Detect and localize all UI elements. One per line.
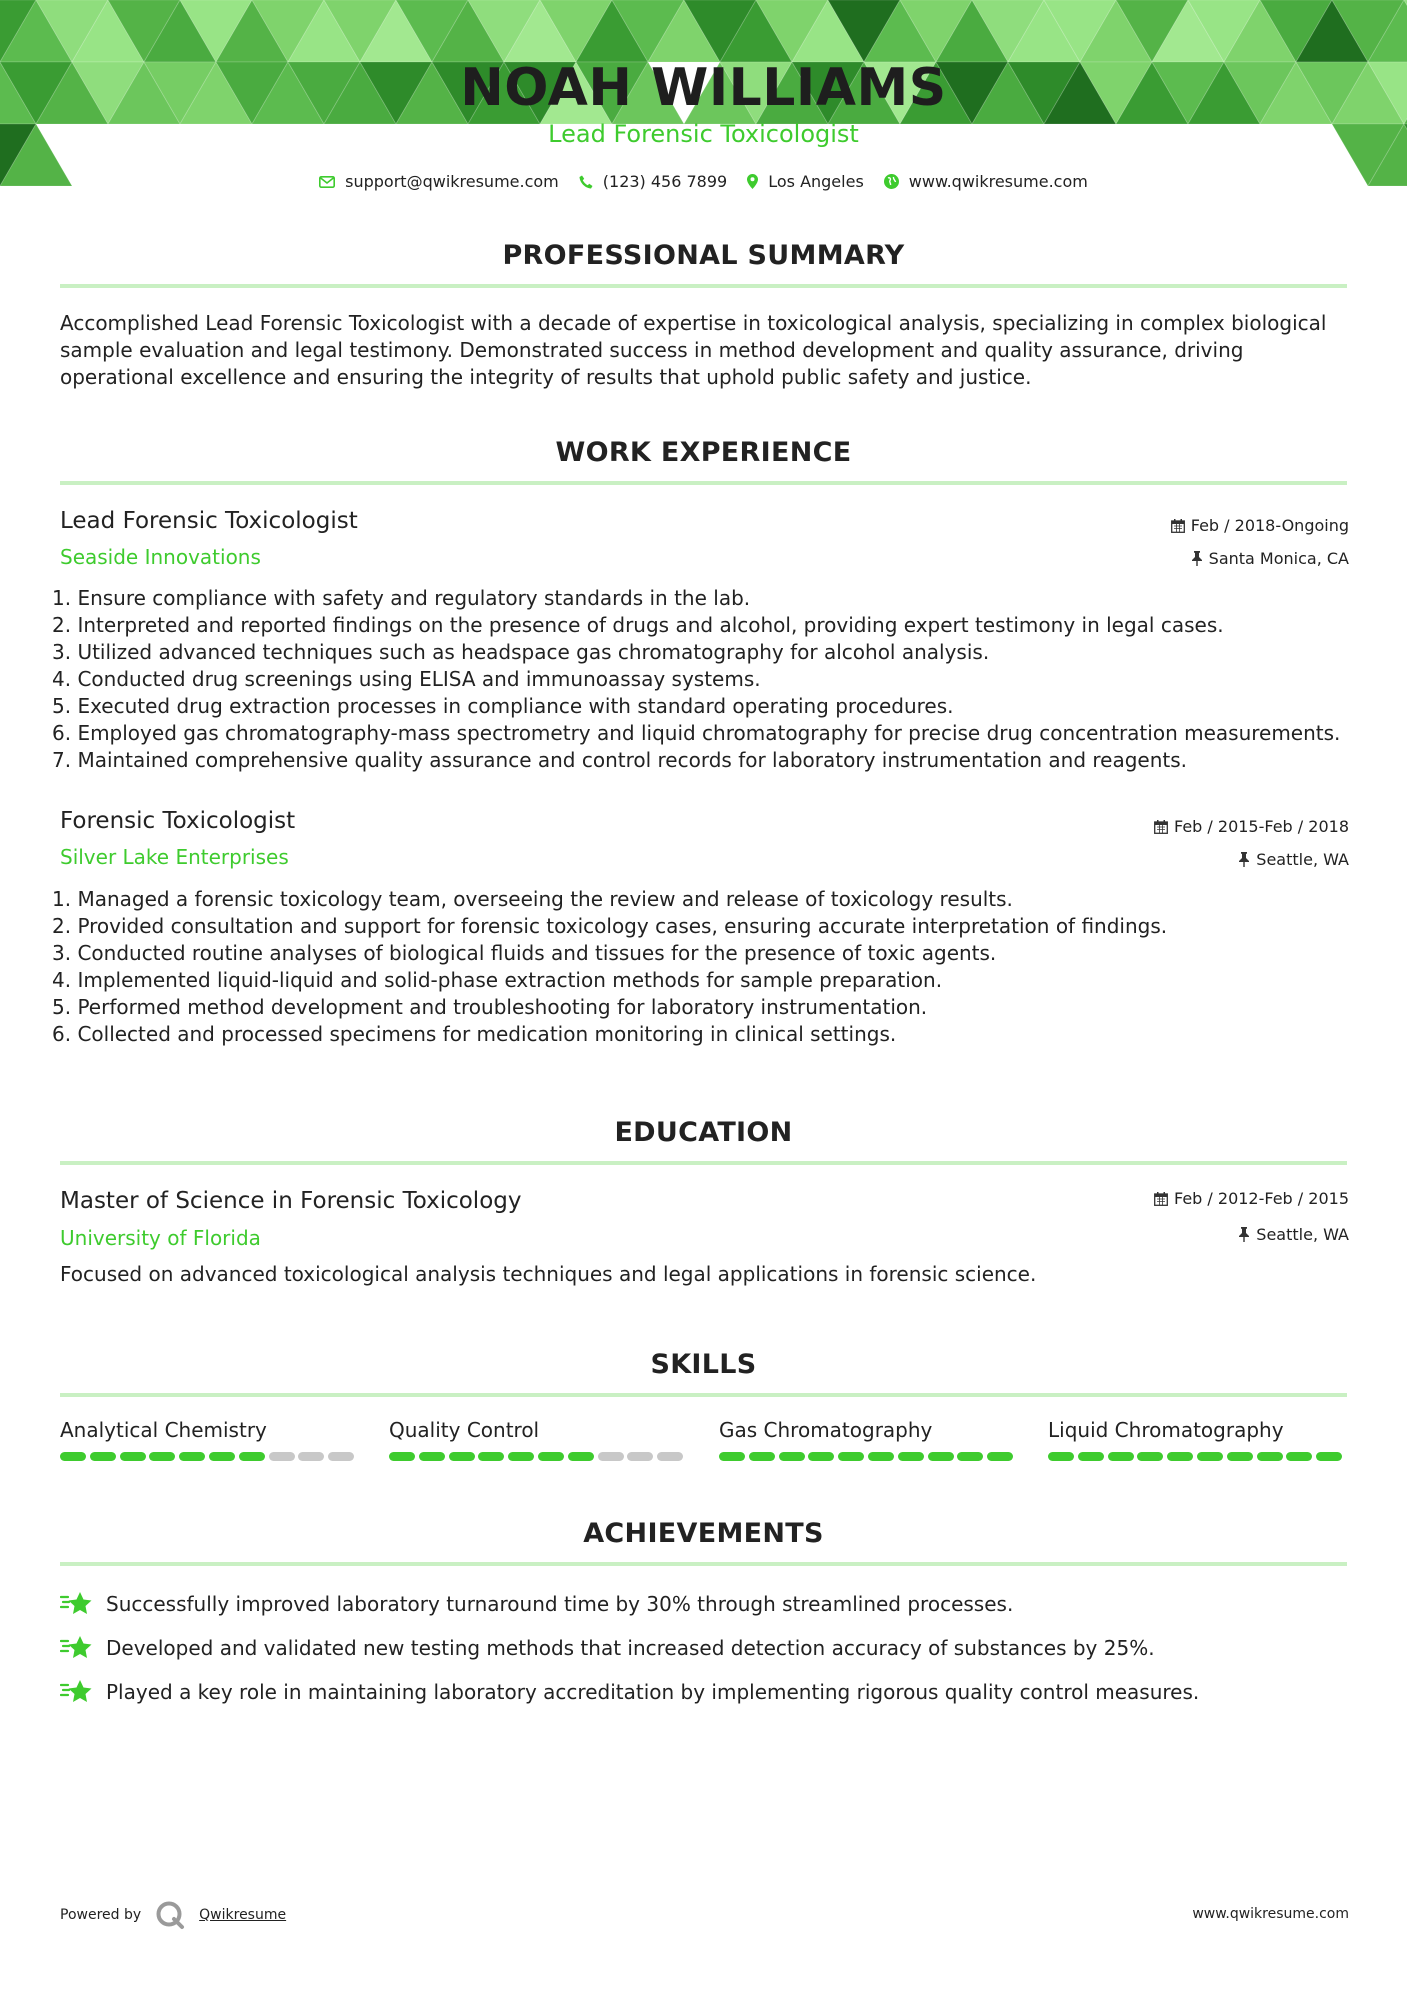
job-title: Forensic Toxicologist bbox=[60, 808, 296, 834]
contact-website[interactable] bbox=[884, 172, 1088, 191]
skill-segment-filled bbox=[120, 1452, 146, 1461]
education-dates bbox=[1154, 1189, 1349, 1208]
skill-segment-filled bbox=[838, 1452, 864, 1461]
contact-bar bbox=[0, 172, 1407, 191]
skill-segment-filled bbox=[957, 1452, 983, 1461]
list-item: 4. Conducted drug screenings using ELISA and immunoassay systems. bbox=[52, 667, 761, 691]
skill-segment-filled bbox=[868, 1452, 894, 1461]
star-icon bbox=[60, 1678, 94, 1706]
calendar-icon bbox=[1171, 519, 1185, 533]
list-item: 5. Executed drug extraction processes in compliance with standard operating procedures. bbox=[52, 694, 954, 718]
skill-name: Quality Control bbox=[389, 1418, 540, 1442]
skill-segment-filled bbox=[239, 1452, 265, 1461]
pushpin-icon bbox=[1238, 1227, 1250, 1242]
achievement-item bbox=[60, 1678, 1199, 1706]
list-item: 2. Provided consultation and support for forensic toxicology cases, ensuring accurate interpretation of findings. bbox=[52, 914, 1168, 938]
achievement-item bbox=[60, 1590, 1013, 1618]
skill-segment-filled bbox=[1227, 1452, 1253, 1461]
education-description: Focused on advanced toxicological analysis techniques and legal applications in forensic science. bbox=[60, 1262, 1037, 1286]
skill-segment-filled bbox=[389, 1452, 415, 1461]
contact-phone[interactable] bbox=[579, 172, 727, 191]
skill-item bbox=[60, 1418, 360, 1461]
list-item: 7. Maintained comprehensive quality assurance and control records for laboratory instrumentation and reagents. bbox=[52, 748, 1188, 772]
skill-segment-filled bbox=[1286, 1452, 1312, 1461]
skill-item bbox=[1048, 1418, 1348, 1461]
skill-segment-filled bbox=[419, 1452, 445, 1461]
job-title: Lead Forensic Toxicologist bbox=[60, 508, 358, 534]
skill-segment-filled bbox=[90, 1452, 116, 1461]
list-item: 3. Conducted routine analyses of biological fluids and tissues for the presence of toxic agents. bbox=[52, 941, 997, 965]
contact-location-text: Los Angeles bbox=[768, 172, 864, 191]
job-bullets bbox=[52, 886, 1352, 1048]
envelope-icon bbox=[319, 176, 335, 188]
contact-location bbox=[747, 172, 864, 191]
skill-segment-filled bbox=[449, 1452, 475, 1461]
star-icon bbox=[60, 1634, 94, 1662]
degree-title: Master of Science in Forensic Toxicology bbox=[60, 1188, 522, 1214]
skill-segment-empty bbox=[657, 1452, 683, 1461]
candidate-role: Lead Forensic Toxicologist bbox=[548, 120, 859, 148]
star-icon bbox=[60, 1590, 94, 1618]
skill-name: Analytical Chemistry bbox=[60, 1418, 267, 1442]
skill-segment-filled bbox=[928, 1452, 954, 1461]
skill-segment-filled bbox=[568, 1452, 594, 1461]
candidate-name: NOAH WILLIAMS bbox=[460, 58, 947, 118]
globe-icon bbox=[884, 174, 899, 189]
job-company: Seaside Innovations bbox=[60, 545, 261, 569]
skill-segment-filled bbox=[1048, 1452, 1074, 1461]
skills-divider bbox=[60, 1393, 1347, 1397]
school-name: University of Florida bbox=[60, 1226, 261, 1250]
skill-segment-filled bbox=[749, 1452, 775, 1461]
education-dates-text: Feb / 2012-Feb / 2015 bbox=[1174, 1189, 1349, 1208]
skill-segment-empty bbox=[627, 1452, 653, 1461]
contact-website-text: www.qwikresume.com bbox=[908, 172, 1088, 191]
pushpin-icon bbox=[1191, 551, 1203, 566]
skill-segment-filled bbox=[1167, 1452, 1193, 1461]
skill-segment-filled bbox=[60, 1452, 86, 1461]
skill-segment-filled bbox=[1316, 1452, 1342, 1461]
skill-segment-empty bbox=[269, 1452, 295, 1461]
achievement-text: Played a key role in maintaining laboratory accreditation by implementing rigorous quality control measures. bbox=[106, 1680, 1200, 1704]
skill-segment-filled bbox=[538, 1452, 564, 1461]
contact-phone-text: (123) 456 7899 bbox=[602, 172, 728, 191]
skill-segment-filled bbox=[719, 1452, 745, 1461]
skill-name: Liquid Chromatography bbox=[1048, 1418, 1284, 1442]
skill-item bbox=[719, 1418, 1019, 1461]
skill-segment-filled bbox=[209, 1452, 235, 1461]
skill-level-bar bbox=[719, 1452, 1019, 1461]
achievement-text: Developed and validated new testing methods that increased detection accuracy of substances by 25%. bbox=[106, 1636, 1155, 1660]
qwikresume-link[interactable]: Qwikresume bbox=[199, 1907, 287, 1923]
summary-heading: PROFESSIONAL SUMMARY bbox=[502, 240, 905, 271]
job-dates-text: Feb / 2015-Feb / 2018 bbox=[1174, 817, 1349, 836]
job-location-text: Santa Monica, CA bbox=[1208, 549, 1349, 568]
list-item: 1. Managed a forensic toxicology team, overseeing the review and release of toxicology results. bbox=[52, 887, 1013, 911]
education-location bbox=[1238, 1225, 1349, 1244]
calendar-icon bbox=[1154, 820, 1168, 834]
list-item: 1. Ensure compliance with safety and regulatory standards in the lab. bbox=[52, 586, 751, 610]
skill-level-bar bbox=[1048, 1452, 1348, 1461]
experience-divider bbox=[60, 481, 1347, 485]
list-item: 6. Collected and processed specimens for medication monitoring in clinical settings. bbox=[52, 1022, 897, 1046]
skill-segment-filled bbox=[1197, 1452, 1223, 1461]
qwikresume-logo-icon bbox=[155, 1900, 185, 1930]
calendar-icon bbox=[1154, 1192, 1168, 1206]
education-location-text: Seattle, WA bbox=[1256, 1225, 1349, 1244]
list-item: 6. Employed gas chromatography-mass spectrometry and liquid chromatography for precise drug concentration measurements. bbox=[52, 721, 1341, 745]
summary-divider bbox=[60, 284, 1347, 288]
job-company: Silver Lake Enterprises bbox=[60, 845, 289, 869]
summary-text: Accomplished Lead Forensic Toxicologist with a decade of expertise in toxicological analysis, specializing in complex biological sample evaluation and legal testimony. Demonstrated success in method development and quality assurance, driving operational excellence and ensuring the integrity of results that uphold public safety and justice. bbox=[60, 311, 1327, 389]
achievements-divider bbox=[60, 1562, 1347, 1566]
phone-icon bbox=[579, 175, 593, 189]
map-pin-icon bbox=[747, 174, 758, 189]
contact-email-text: support@qwikresume.com bbox=[345, 172, 559, 191]
skill-segment-filled bbox=[1257, 1452, 1283, 1461]
skill-segment-filled bbox=[779, 1452, 805, 1461]
job-location-text: Seattle, WA bbox=[1256, 850, 1349, 869]
skill-segment-filled bbox=[898, 1452, 924, 1461]
achievements-heading: ACHIEVEMENTS bbox=[583, 1518, 824, 1549]
achievement-item bbox=[60, 1634, 1155, 1662]
job-dates-text: Feb / 2018-Ongoing bbox=[1190, 516, 1349, 535]
skill-segment-empty bbox=[328, 1452, 354, 1461]
job-location bbox=[1238, 850, 1349, 869]
skill-segment-filled bbox=[808, 1452, 834, 1461]
skill-item bbox=[389, 1418, 689, 1461]
job-bullets bbox=[52, 585, 1352, 774]
skills-heading: SKILLS bbox=[650, 1349, 757, 1380]
list-item: 3. Utilized advanced techniques such as headspace gas chromatography for alcohol analysis. bbox=[52, 640, 990, 664]
skill-segment-filled bbox=[149, 1452, 175, 1461]
list-item: 2. Interpreted and reported findings on the presence of drugs and alcohol, providing expert testimony in legal cases. bbox=[52, 613, 1224, 637]
skill-segment-filled bbox=[1078, 1452, 1104, 1461]
education-divider bbox=[60, 1161, 1347, 1165]
skill-name: Gas Chromatography bbox=[719, 1418, 933, 1442]
job-dates bbox=[1154, 817, 1349, 836]
footer-powered-by bbox=[60, 1900, 286, 1930]
experience-heading: WORK EXPERIENCE bbox=[555, 437, 852, 468]
education-heading: EDUCATION bbox=[614, 1117, 793, 1148]
powered-by-label: Powered by bbox=[60, 1907, 142, 1923]
list-item: 5. Performed method development and troubleshooting for laboratory instrumentation. bbox=[52, 995, 928, 1019]
skill-segment-filled bbox=[508, 1452, 534, 1461]
job-location bbox=[1191, 549, 1349, 568]
achievement-text: Successfully improved laboratory turnaround time by 30% through streamlined processes. bbox=[106, 1592, 1014, 1616]
skill-segment-empty bbox=[298, 1452, 324, 1461]
skill-segment-filled bbox=[179, 1452, 205, 1461]
list-item: 4. Implemented liquid-liquid and solid-phase extraction methods for sample preparation. bbox=[52, 968, 943, 992]
skill-segment-filled bbox=[1108, 1452, 1134, 1461]
footer-website[interactable]: www.qwikresume.com bbox=[1192, 1906, 1349, 1922]
job-dates bbox=[1171, 516, 1349, 535]
pushpin-icon bbox=[1238, 852, 1250, 867]
skill-segment-filled bbox=[478, 1452, 504, 1461]
skill-segment-filled bbox=[1137, 1452, 1163, 1461]
contact-email[interactable] bbox=[319, 172, 559, 191]
skill-segment-empty bbox=[598, 1452, 624, 1461]
skill-segment-filled bbox=[987, 1452, 1013, 1461]
skill-level-bar bbox=[60, 1452, 360, 1461]
skill-level-bar bbox=[389, 1452, 689, 1461]
